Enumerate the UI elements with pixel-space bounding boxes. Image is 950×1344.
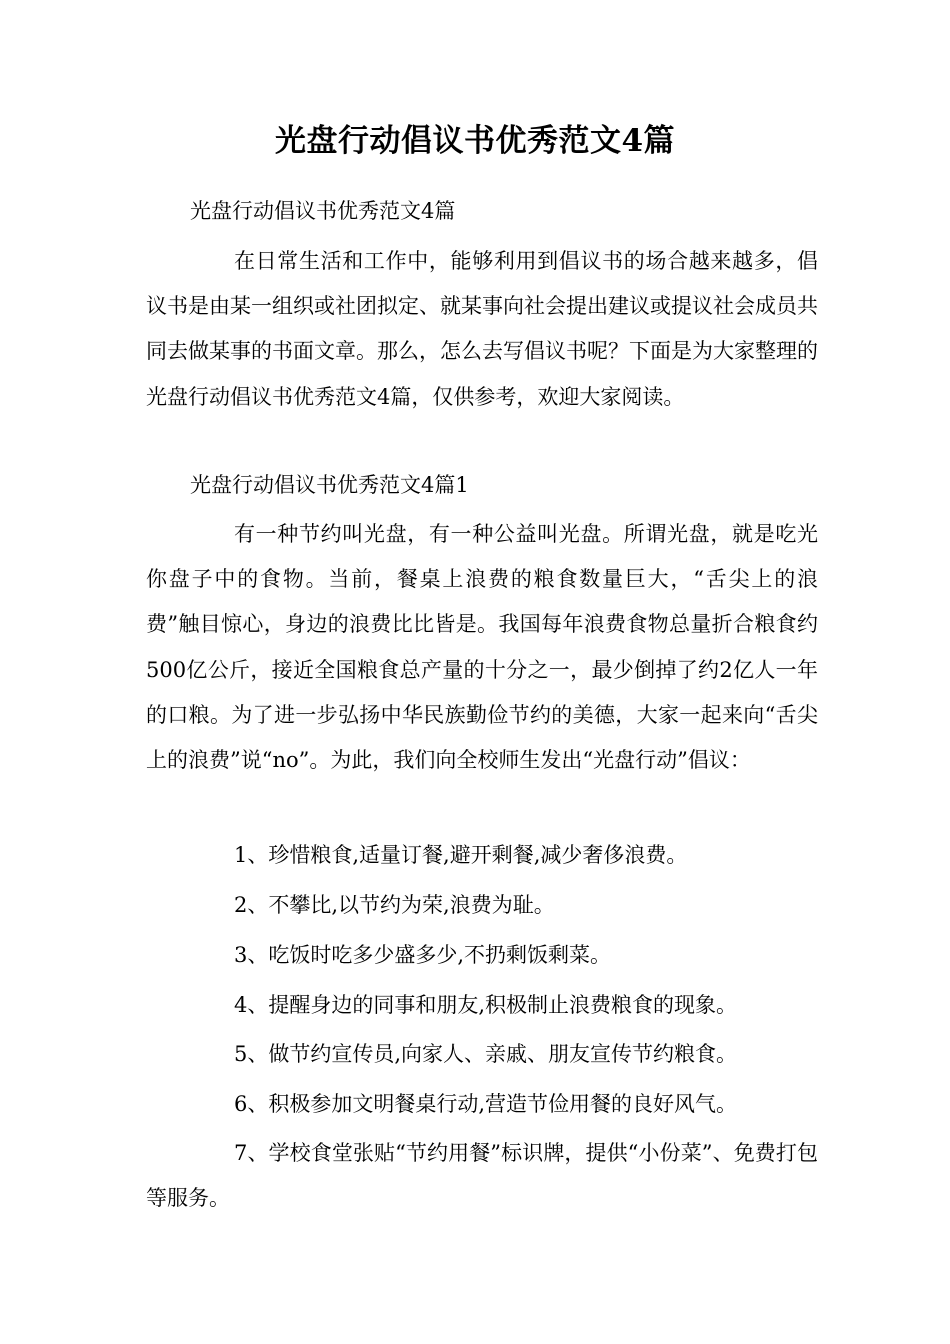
document-title: 光盘行动倡议书优秀范文4篇 — [274, 123, 676, 159]
list-item: 1、珍惜粮食,适量订餐,避开剩餐,减少奢侈浪费。 — [234, 843, 688, 867]
list-item: 4、提醒身边的同事和朋友,积极制止浪费粮食的现象。 — [234, 993, 738, 1017]
document-subtitle: 光盘行动倡议书优秀范文4篇 — [190, 199, 456, 223]
list-item: 5、做节约宣传员,向家人、亲戚、朋友宣传节约粮食。 — [234, 1042, 738, 1066]
intro-paragraph: 在日常生活和工作中，能够利用到倡议书的场合越来越多，倡议书是由某一组织或社团拟定、就某事向社会提出建议或提议社会成员共同去做某事的书面文章。那么，怎么去写倡议书呢？下面是为大家整理的光盘行动倡议书优秀范文4篇，仅供参考，欢迎大家阅读。 — [146, 249, 818, 409]
list-item: 2、不攀比,以节约为荣,浪费为耻。 — [234, 893, 555, 917]
list-item: 3、吃饭时吃多少盛多少,不扔剩饭剩菜。 — [234, 943, 612, 967]
list-item: 6、积极参加文明餐桌行动,营造节俭用餐的良好风气。 — [234, 1092, 738, 1116]
section-body-paragraph: 有一种节约叫光盘，有一种公益叫光盘。所谓光盘，就是吃光你盘子中的食物。当前，餐桌上浪费的粮食数量巨大，“舌尖上的浪费”触目惊心，身边的浪费比比皆是。我国每年浪费食物总量折合粮食约500亿公斤，接近全国粮食总产量的十分之一，最少倒掉了约2亿人一年的口粮。为了进一步弘扬中华民族勤俭节约的美德，大家一起来向“舌尖上的浪费”说“no”。为此，我们向全校师生发出“光盘行动”倡议： — [146, 522, 818, 773]
section-heading: 光盘行动倡议书优秀范文4篇1 — [190, 473, 469, 497]
list-item: 7、学校食堂张贴“节约用餐”标识牌，提供“小份菜”、免费打包等服务。 — [146, 1141, 818, 1211]
